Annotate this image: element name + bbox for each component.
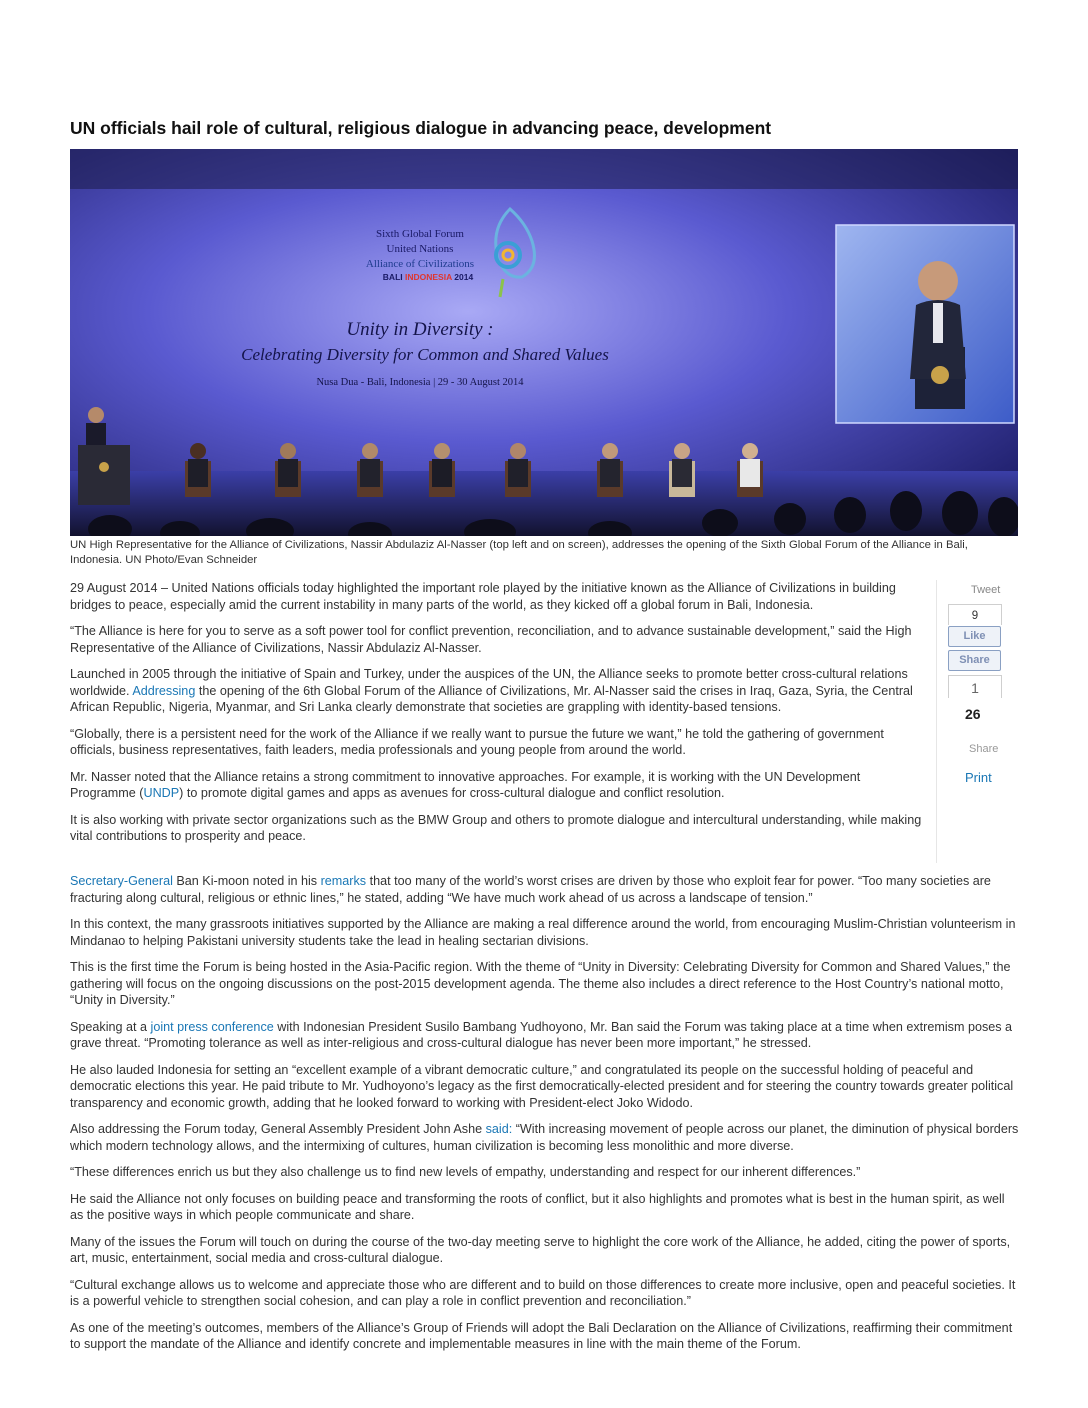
paragraph-9: This is the first time the Forum is being hosted in the Asia-Pacific region. With the theme of “Unity in Diversity: Celebrating Diversity for Common and Shared Values,” the gathering will focus on the ongoing discussions on the post-2015 development agenda. The theme also includes a direct reference to the Host Country’s national motto, “Unity in Diversity.”: [70, 960, 1011, 1007]
article-body-top: [70, 580, 928, 855]
paragraph-8: In this context, the many grassroots initiatives supported by the Alliance are making a real difference around the world, from encouraging Muslim-Christian volunteerism in Mindanao to helping Pakistani university students take the lead in healing sectarian divisions.: [70, 917, 1016, 948]
logo-line-2: United Nations: [386, 243, 454, 255]
stage-floor: [70, 471, 1018, 536]
facebook-share-button[interactable]: Share: [948, 650, 1001, 671]
tweet-count: 9: [948, 604, 1002, 625]
paragraph-11: He also lauded Indonesia for setting an “excellent example of a vibrant democratic culture,” and congratulated its people on the successful holding of peaceful and democratic elections this year. He paid tribute to Mr. Yudhoyono’s legacy as the first democratically-elected president and for steering the country towards greater political transparency and economic growth, adding that he looked forward to working with President-elect Joko Widodo.: [70, 1062, 1014, 1110]
total-share-count: 26: [965, 706, 981, 722]
paragraph-7: Secretary-General Ban Ki-moon noted in his remarks that too many of the world’s worst crises are driven by those who exploit fear for power. “Too many societies are fracturing along cultural, religious or ethnic lines,” he stated, adding “We have much work ahead of us across a landscape of tension.”: [70, 874, 991, 905]
paragraph-12: Also addressing the Forum today, General Assembly President John Ashe said: “With increasing movement of people across our planet, the diminution of physical borders which modern technology allows, and the intermixing of cultures, human civilization is becoming less monolithic and more diverse.: [70, 1122, 1019, 1153]
secretary-general-link[interactable]: Secretary-General: [70, 874, 173, 888]
paragraph-10: Speaking at a joint press conference with Indonesian President Susilo Bambang Yudhoyono, Mr. Ban said the Forum was taking place at a time when extremism poses a grave threat. “Promoting tolerance as well as inter-religious and cross-cultural dialogue has never been more important,” he stressed.: [70, 1019, 1013, 1050]
share-link[interactable]: Share: [969, 743, 999, 755]
paragraph-16: “Cultural exchange allows us to welcome and appreciate those who are different and to build on those differences to create more inclusive, open and peaceful societies. It is a powerful vehicle to strengthen social cohesion, and can play a role in conflict prevention and reconciliation.”: [70, 1277, 1016, 1308]
paragraph-13: “These differences enrich us but they also challenge us to find new levels of empathy, understanding and respect for our inherent differences.”: [70, 1165, 861, 1179]
venue-line: Nusa Dua - Bali, Indonesia | 29 - 30 August 2014: [316, 377, 524, 388]
paragraph-17: As one of the meeting’s outcomes, members of the Alliance’s Group of Friends will adopt the Bali Declaration on the Alliance of Civilizations, reaffirming their commitment to support the mandate of the Alliance and identify concrete and implementable measures in line with the main theme of the Forum.: [70, 1320, 1013, 1351]
motto-line-1: Unity in Diversity :: [346, 319, 494, 340]
paragraph-1: 29 August 2014 – United Nations officials today highlighted the important role played by the initiative known as the Alliance of Civilizations in building bridges to peace, especially amid the current instability in many parts of the world, as they kicked off a global forum in Bali, Indonesia.: [70, 581, 896, 612]
projection-screen: [836, 225, 1014, 423]
article-photo: [70, 149, 1018, 536]
like-button[interactable]: Like: [948, 626, 1001, 647]
motto-line-2: Celebrating Diversity for Common and Shared Values: [241, 345, 609, 364]
plus-count: 1: [948, 675, 1002, 698]
tweet-button[interactable]: Tweet: [971, 584, 1001, 596]
undp-link[interactable]: UNDP: [143, 786, 180, 800]
share-sidebar: [936, 580, 1019, 863]
paragraph-2: “The Alliance is here for you to serve as a soft power tool for conflict prevention, reconciliation, and to advance sustainable development,” said the High Representative of the Alliance of Civilizations, Nassir Abdulaziz Al-Nasser.: [70, 624, 912, 655]
article-body-bottom: [70, 873, 1020, 1363]
press-conference-link[interactable]: joint press conference: [150, 1019, 274, 1034]
remarks-link[interactable]: remarks: [320, 874, 367, 888]
logo-line-3: Alliance of Civilizations: [365, 258, 475, 270]
paragraph-3: Launched in 2005 through the initiative of Spain and Turkey, under the auspices of the UN, the Alliance seeks to promote better cross-cultural relations worldwide. Addressing the opening of the 6th Global Forum of the Alliance of Civilizations, Mr. Al-Nasser said the crises in Iraq, Gaza, Syria, the Central African Republic, Nigeria, Myanmar, and Sri Lanka clearly demonstrate that societies are grappling with identity-based tensions.: [70, 667, 913, 714]
paragraph-14: He said the Alliance not only focuses on building peace and transforming the roots of conflict, but it also highlights and promotes what is best in the human spirit, as well as the positive ways in which people communicate and share.: [70, 1191, 1005, 1222]
paragraph-4: “Globally, there is a persistent need for the work of the Alliance if we really want to pursue the future we want,” he told the gathering of government officials, business representatives, faith leaders, media professionals and young people from around the world.: [70, 726, 884, 757]
addressing-link[interactable]: Addressing: [132, 683, 196, 698]
paragraph-5: Mr. Nasser noted that the Alliance retains a strong commitment to innovative approaches. For example, it is working with the UN Development Programme (UNDP) to promote digital games and apps as avenues for cross-cultural dialogue and conflict resolution.: [70, 769, 861, 800]
logo-line-1: Sixth Global Forum: [375, 228, 465, 240]
paragraph-6: It is also working with private sector organizations such as the BMW Group and others to promote dialogue and intercultural understanding, while making vital contributions to prosperity and peace.: [70, 812, 922, 843]
logo-place: BALI INDONESIA 2014: [382, 272, 474, 282]
said-link[interactable]: said:: [485, 1122, 513, 1136]
photo-caption: UN High Representative for the Alliance of Civilizations, Nassir Abdulaziz Al-Nasser (top left and on screen), addresses the opening of the Sixth Global Forum of the Alliance in Bali, Indonesia. UN Photo/Evan Schneider: [70, 539, 968, 566]
paragraph-15: Many of the issues the Forum will touch on during the course of the two-day meeting serve to highlight the core work of the Alliance, he added, citing the power of sports, art, music, entertainment, social media and cross-cultural dialogue.: [70, 1234, 1011, 1265]
print-link[interactable]: Print: [965, 770, 992, 785]
article-headline: UN officials hail role of cultural, religious dialogue in advancing peace, development: [70, 118, 772, 138]
